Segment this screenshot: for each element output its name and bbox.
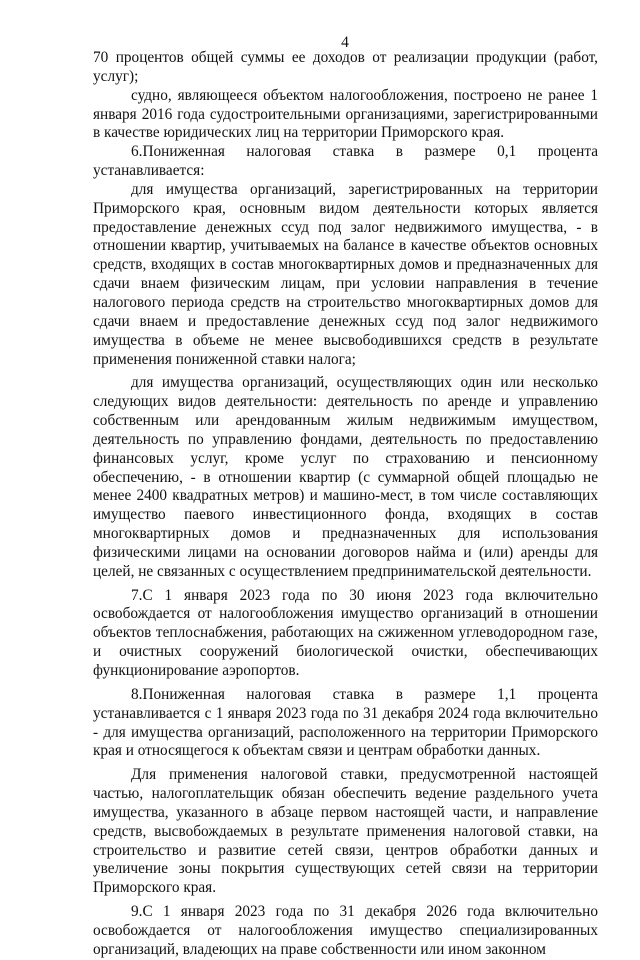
document-body [93, 49, 598, 960]
paragraph-clause-6-first-subclause: для имущества организаций, зарегистрированных на территории Приморского края, основным видом деятельности которых является предоставление денежных ссуд под залог недвижимого имущества, - в отношении квартир, учитываемых на балансе в качестве объектов основных средств, входящих в состав многоквартирных домов и предназначенных для сдачи внаем физическим лицам, при условии направления в течение налогового периода средств на строительство многоквартирных домов для сдачи внаем и предоставление денежных ссуд под залог недвижимого имущества в объеме не менее высвободившихся средств в результате применения пониженной ставки налога; [93, 180, 598, 368]
paragraph-clause-9: 9.С 1 января 2023 года по 31 декабря 2026 года включительно освобождается от налогообложения имущество специализированных организаций, владеющих на праве собственности или ином законном [93, 903, 598, 958]
paragraph-vessel-condition: судно, являющееся объектом налогообложения, построено не ранее 1 января 2016 года судостроительными организациями, зарегистрированными в качестве юридических лиц на территории Приморского края. [93, 86, 598, 142]
paragraph-continuation: 70 процентов общей суммы ее доходов от реализации продукции (работ, услуг); [93, 49, 598, 85]
paragraph-clause-8: 8.Пониженная налоговая ставка в размере 1,1 процента устанавливается с 1 января 2023 года по 31 декабря 2024 года включительно - для имущества организаций, расположенного на территории Приморского края и относящегося к объектам связи и центрам обработки данных. [93, 685, 598, 760]
paragraph-clause-6-second-subclause: для имущества организаций, осуществляющих один или несколько следующих видов деятельности: деятельность по аренде и управлению собственным или арендованным жилым недвижимым имуществом, деятельность по управлению фондами, деятельность по предоставлению финансовых услуг, кроме услуг по страхованию и пенсионному обеспечению, - в отношении квартир (с суммарной общей площадью не менее 2400 квадратных метров) и машино-мест, в том числе составляющих имущество паевого инвестиционного фонда, входящих в состав многоквартирных домов и предназначенных для использования физическими лицами на основании договоров найма и (или) аренды для целей, не связанных с осуществлением предпринимательской деятельности. [93, 374, 598, 580]
page-number: 4 [341, 34, 349, 51]
paragraph-clause-6: 6.Пониженная налоговая ставка в размере 0,1 процента устанавливается: [93, 143, 598, 180]
paragraph-clause-8-conditions: Для применения налоговой ставки, предусмотренной настоящей частью, налогоплательщик обязан обеспечить ведение раздельного учета имущества, указанного в абзаце первом настоящей части, и направление средств, высвобождаемых в результате применения налоговой ставки, на строительство и развитие сетей связи, центров обработки данных и увеличение зоны покрытия существующих сетей связи на территории Приморского края. [93, 766, 598, 897]
paragraph-clause-7: 7.С 1 января 2023 года по 30 июня 2023 года включительно освобождается от налогообложения имущество организаций в отношении объектов теплоснабжения, работающих на сжиженном углеводородном газе, и очистных сооружений биологической очистки, обеспечивающих функционирование аэропортов. [93, 586, 598, 679]
